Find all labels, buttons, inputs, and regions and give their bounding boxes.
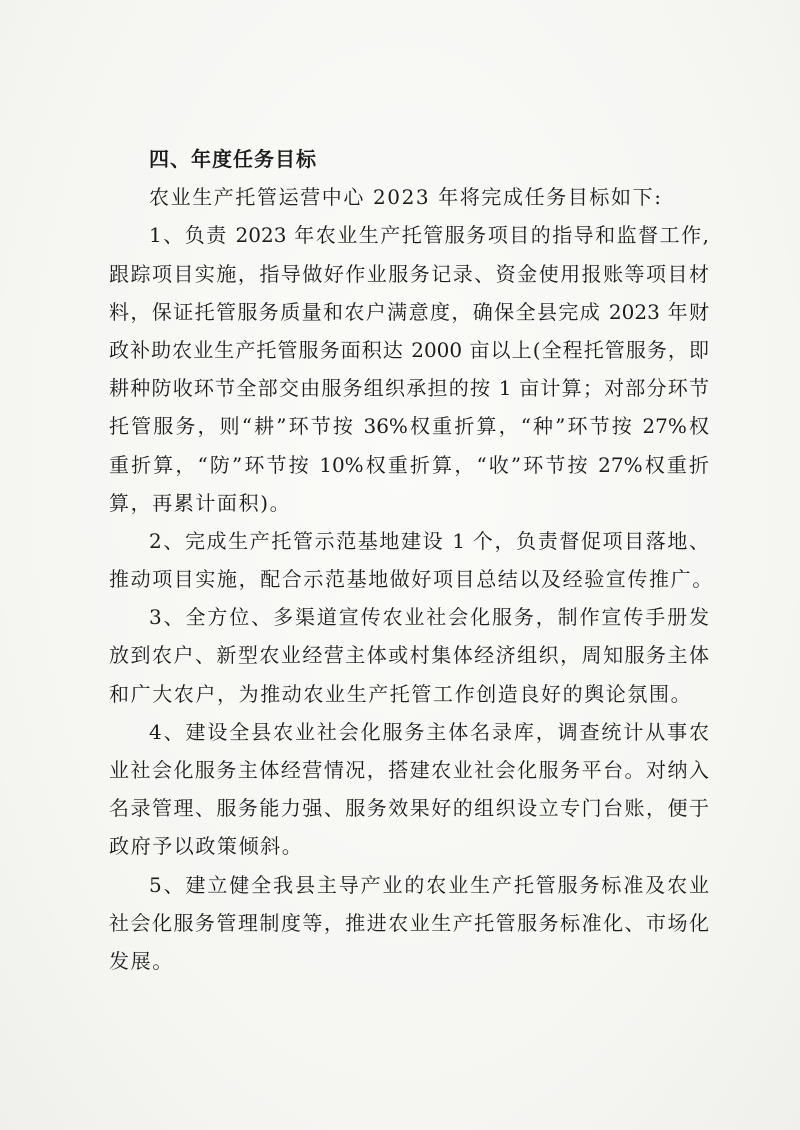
paragraph-line: 名录管理、服务能力强、服务效果好的组织设立专门台账，便于 bbox=[109, 796, 709, 821]
paragraph-item-3 bbox=[109, 598, 709, 713]
paragraph-line: 业社会化服务主体经营情况，搭建农业社会化服务平台。对纳入 bbox=[109, 758, 709, 782]
paragraph-line: 1、负责 2023 年农业生产托管服务项目的指导和监督工作, bbox=[149, 223, 709, 248]
paragraph-line: 政府予以政策倾斜。 bbox=[109, 834, 304, 859]
paragraph-line: 推动项目实施，配合示范基地做好项目总结以及经验宣传推广。 bbox=[109, 567, 714, 592]
intro-paragraph: 农业生产托管运营中心 2023 年将完成任务目标如下: bbox=[149, 185, 663, 210]
paragraph-line: 料，保证托管服务质量和农户满意度，确保全县完成 2023 年财 bbox=[109, 299, 709, 324]
section-heading: 四、年度任务目标 bbox=[149, 147, 317, 171]
paragraph-line: 社会化服务管理制度等，推进农业生产托管服务标准化、市场化 bbox=[109, 910, 709, 935]
paragraph-line: 重折算，“防”环节按 10%权重折算，“收”环节按 27%权重折 bbox=[109, 452, 709, 477]
document-body bbox=[109, 140, 714, 980]
paragraph-line: 耕种防收环节全部交由服务组织承担的按 1 亩计算；对部分环节 bbox=[109, 376, 709, 401]
paragraph-line: 托管服务，则“耕”环节按 36%权重折算，“种”环节按 27%权 bbox=[109, 414, 709, 439]
paragraph-line: 4、建设全县农业社会化服务主体名录库，调查统计从事农 bbox=[149, 719, 709, 744]
paragraph-line: 跟踪项目实施，指导做好作业服务记录、资金使用报账等项目材 bbox=[109, 261, 709, 286]
paragraph-line: 5、建立健全我县主导产业的农业生产托管服务标准及农业 bbox=[149, 872, 709, 897]
paragraph-line: 放到农户、新型农业经营主体或村集体经济组织，周知服务主体 bbox=[109, 643, 709, 668]
paragraph-item-1 bbox=[109, 216, 709, 522]
paragraph-line: 3、全方位、多渠道宣传农业社会化服务，制作宣传手册发 bbox=[149, 605, 709, 630]
paragraph-line: 算，再累计面积)。 bbox=[109, 490, 292, 515]
paragraph-item-5 bbox=[109, 866, 709, 981]
paragraph-item-2 bbox=[109, 522, 714, 598]
paragraph-line: 政补助农业生产托管服务面积达 2000 亩以上(全程托管服务，即 bbox=[109, 337, 709, 362]
paragraph-line: 和广大农户，为推动农业生产托管工作创造良好的舆论氛围。 bbox=[109, 681, 693, 706]
paragraph-line: 发展。 bbox=[109, 948, 174, 973]
paragraph-line: 2、完成生产托管示范基地建设 1 个，负责督促项目落地、 bbox=[149, 528, 709, 553]
paragraph-item-4 bbox=[109, 713, 709, 866]
